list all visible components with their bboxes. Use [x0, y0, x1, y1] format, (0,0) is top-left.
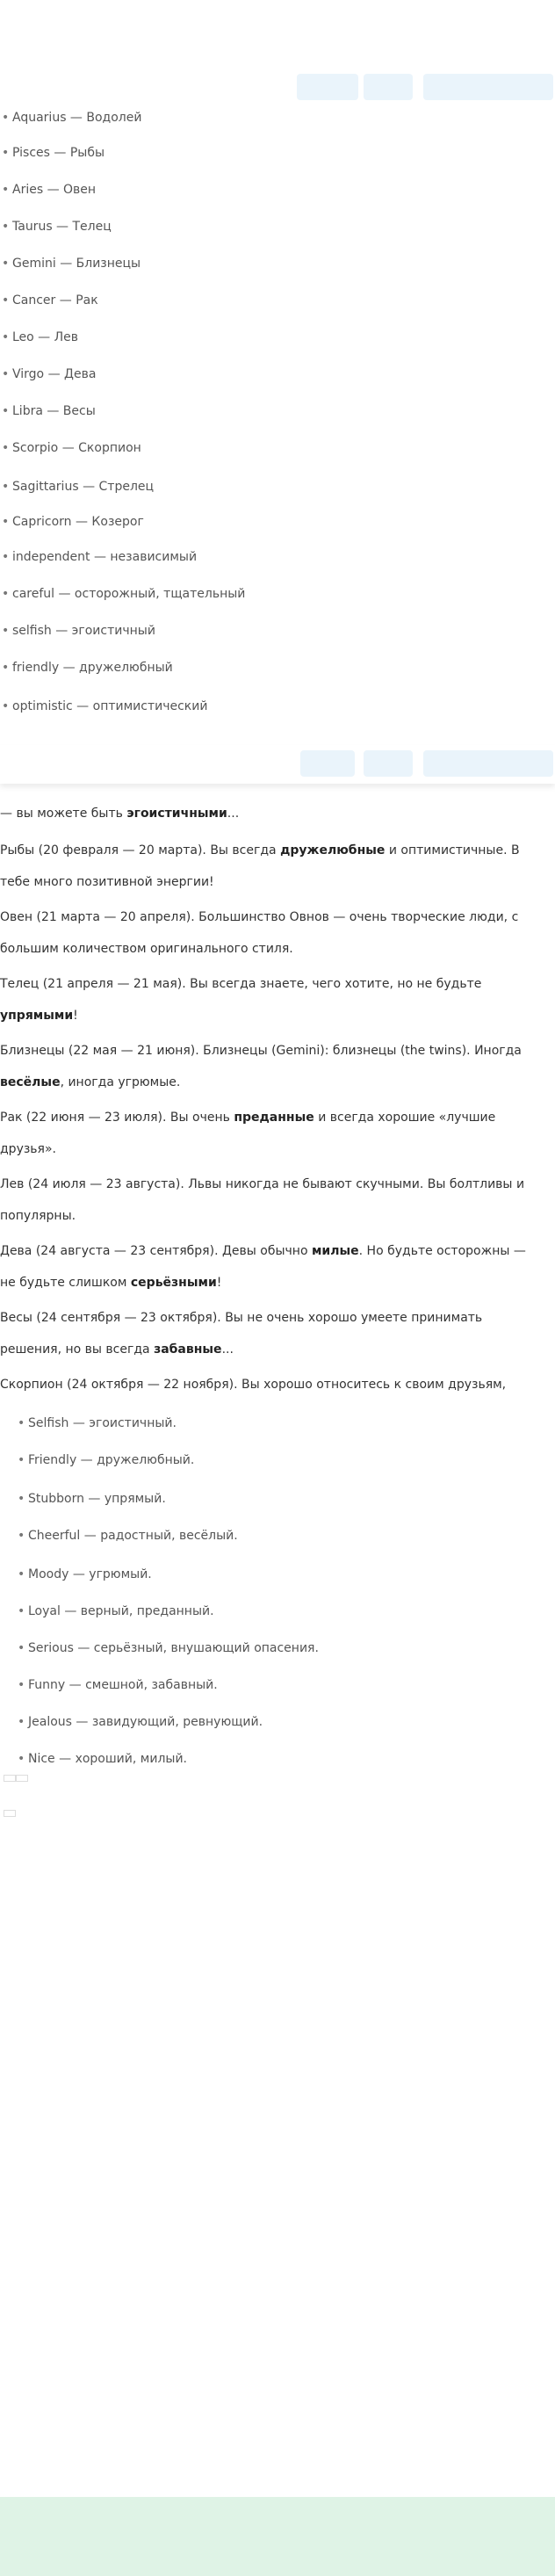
text-line: весёлые, иногда угрюмые.: [0, 1075, 181, 1089]
list-item: • Gemini — Близнецы: [12, 257, 141, 271]
text-line: популярны.: [0, 1209, 76, 1223]
prev-exercise-button-sticky[interactable]: [300, 750, 355, 777]
list-item: • selfish — эгоистичный: [12, 624, 155, 638]
emphasis: преданные: [234, 1111, 314, 1125]
tab-positive[interactable]: [4, 1775, 16, 1782]
all-exercises-button-sticky[interactable]: [423, 750, 553, 777]
list-item: • Taurus — Телец: [12, 220, 112, 234]
list-item: • Scorpio — Скорпион: [12, 441, 141, 455]
list-item: • Friendly — дружелюбный.: [28, 1453, 194, 1467]
emphasis: дружелюбные: [280, 843, 386, 857]
emphasis: упрямыми: [0, 1009, 74, 1023]
list-item: • Leo — Лев: [12, 330, 78, 344]
list-item: • optimistic — оптимистический: [12, 699, 207, 713]
text-line: упрямыми!: [0, 1009, 78, 1023]
text-line: Рыбы (20 февраля — 20 марта). Вы всегда дружелюбные и оптимистичные. В: [0, 843, 520, 857]
text-line: тебе много позитивной энергии!: [0, 875, 214, 889]
list-item: • independent — независимый: [12, 550, 197, 564]
list-item: • Cheerful — радостный, весёлый.: [28, 1529, 238, 1543]
list-item: • Jealous — завидующий, ревнующий.: [28, 1715, 263, 1729]
list-item: • Libra — Весы: [12, 404, 96, 418]
text-line: Телец (21 апреля — 21 мая). Вы всегда знаете, чего хотите, но не будьте: [0, 977, 482, 991]
list-item: • Sagittarius — Стрелец: [12, 480, 154, 494]
text-line: друзья».: [0, 1142, 56, 1156]
answer-box: [0, 2497, 555, 2576]
word-chip[interactable]: [4, 1810, 16, 1817]
prev-exercise-button[interactable]: [297, 74, 358, 100]
tab-bar: [4, 1775, 28, 1782]
text-line: Скорпион (24 октября — 22 ноября). Вы хорошо относитесь к своим друзьям,: [0, 1378, 507, 1392]
emphasis: эгоистичными: [126, 807, 227, 821]
list-item: • Funny — смешной, забавный.: [28, 1678, 218, 1692]
list-item: • Pisces — Рыбы: [12, 146, 105, 160]
emphasis: милые: [311, 1244, 359, 1258]
text-line: не будьте слишком серьёзными!: [0, 1276, 222, 1290]
list-item: • Serious — серьёзный, внушающий опасения.: [28, 1641, 319, 1655]
list-item: • Virgo — Дева: [12, 367, 96, 381]
tab-negative[interactable]: [16, 1775, 28, 1782]
all-exercises-button[interactable]: [423, 74, 553, 100]
list-item: • Loyal — верный, преданный.: [28, 1604, 214, 1618]
text-line: Рак (22 июня — 23 июля). Вы очень преданные и всегда хорошие «лучшие: [0, 1111, 496, 1125]
emphasis: забавные: [154, 1342, 222, 1357]
next-exercise-button-sticky[interactable]: [364, 750, 413, 777]
list-item: • friendly — дружелюбный: [12, 661, 173, 675]
list-item: • Selfish — эгоистичный.: [28, 1416, 177, 1430]
text-line: Овен (21 марта — 20 апреля). Большинство Овнов — очень творческие люди, с: [0, 910, 519, 924]
list-item: • Aquarius — Водолей: [12, 111, 141, 125]
exercise-header: [0, 69, 555, 107]
text-line: большим количеством оригинального стиля.: [0, 942, 293, 956]
exercise-header-sticky: [0, 745, 555, 784]
next-exercise-button[interactable]: [364, 74, 413, 100]
text-line: — вы можете быть эгоистичными...: [0, 807, 240, 821]
text-line: решения, но вы всегда забавные...: [0, 1342, 234, 1357]
list-item: • careful — осторожный, тщательный: [12, 587, 245, 601]
list-item: • Capricorn — Козерог: [12, 515, 144, 529]
text-line: Лев (24 июля — 23 августа). Львы никогда не бывают скучными. Вы болтливы и: [0, 1177, 525, 1191]
text-line: Весы (24 сентября — 23 октября). Вы не очень хорошо умеете принимать: [0, 1311, 483, 1325]
list-item: • Moody — угрюмый.: [28, 1567, 152, 1581]
text-line: Близнецы (22 мая — 21 июня). Близнецы (Gemini): близнецы (the twins). Иногда: [0, 1044, 522, 1058]
emphasis: серьёзными: [130, 1276, 217, 1290]
list-item: • Aries — Овен: [12, 183, 96, 197]
list-item: • Cancer — Рак: [12, 293, 98, 308]
list-item: • Nice — хороший, милый.: [28, 1752, 187, 1766]
text-line: Дева (24 августа — 23 сентября). Девы обычно милые. Но будьте осторожны —: [0, 1244, 526, 1258]
list-item: • Stubborn — упрямый.: [28, 1492, 166, 1506]
emphasis: весёлые: [0, 1075, 61, 1089]
